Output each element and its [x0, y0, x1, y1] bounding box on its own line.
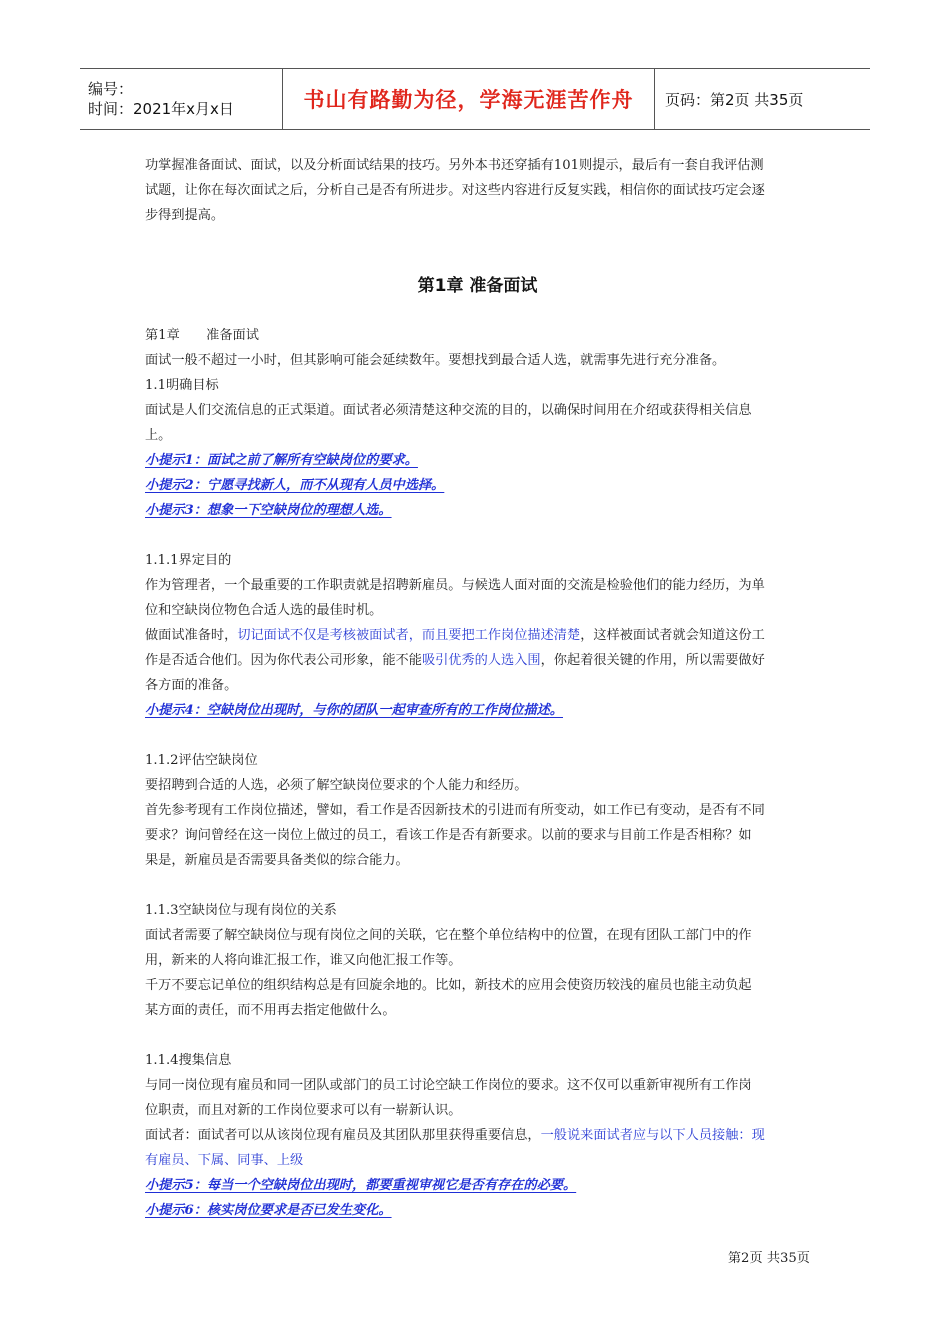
paragraph — [145, 648, 810, 673]
text-run: ，这样被面试者就会知道这份工 — [580, 628, 765, 643]
tip-link[interactable]: 小提示1：面试之前了解所有空缺岗位的要求。 — [145, 453, 418, 468]
paragraph: 面试一般不超过一小时，但其影响可能会延续数年。要想找到最合适人选，就需事先进行充分准备。 — [145, 353, 726, 368]
section-heading: 1.1.2评估空缺岗位 — [145, 753, 258, 768]
paragraph: 面试是人们交流信息的正式渠道。面试者必须清楚这种交流的目的，以确保时间用在介绍或获得相关信息 — [145, 403, 752, 418]
paragraph: 要求？询问曾经在这一岗位上做过的员工，看该工作是否有新要求。以前的要求与目前工作是否相称？如 — [145, 828, 752, 843]
paragraph: 位和空缺岗位物色合适人选的最佳时机。 — [145, 603, 383, 618]
intro-line: 步得到提高。 — [145, 208, 225, 223]
text-run: 作是否适合他们。因为你代表公司形象，能不能 — [145, 653, 422, 668]
chapter-title: 第1章 准备面试 — [417, 276, 538, 296]
section-heading: 1.1.1界定目的 — [145, 553, 232, 568]
intro-line: 试题，让你在每次面试之后，分析自己是否有所进步。对这些内容进行反复实践，相信你的面试技巧定会逐 — [145, 183, 765, 198]
paragraph: 千万不要忘记单位的组织结构总是有回旋余地的。比如，新技术的应用会使资历较浅的雇员也能主动负起 — [145, 978, 752, 993]
section-heading: 1.1.3空缺岗位与现有岗位的关系 — [145, 903, 337, 918]
paragraph: 用，新来的人将向谁汇报工作，谁又向他汇报工作等。 — [145, 953, 462, 968]
paragraph: 上。 — [145, 428, 172, 443]
tip-link[interactable]: 小提示3：想象一下空缺岗位的理想人选。 — [145, 503, 392, 518]
paragraph: 首先参考现有工作岗位描述，譬如，看工作是否因新技术的引进而有所变动，如工作已有变动，是否有不同 — [145, 803, 765, 818]
highlight-link[interactable]: 有雇员、下属、同事、上级 — [145, 1153, 304, 1168]
tip-link[interactable]: 小提示2：宁愿寻找新人，而不从现有人员中选择。 — [145, 478, 445, 493]
paragraph: 位职责，而且对新的工作岗位要求可以有一崭新认识。 — [145, 1103, 462, 1118]
document-body — [145, 153, 810, 1223]
header-number: 编号： — [88, 80, 134, 98]
header-page-number: 页码：第2页 共35页 — [665, 90, 804, 109]
header-meta — [80, 69, 283, 129]
paragraph: 作为管理者，一个最重要的工作职责就是招聘新雇员。与候选人面对面的交流是检验他们的能力经历，为单 — [145, 578, 765, 593]
paragraph: 果是，新雇员是否需要具备类似的综合能力。 — [145, 853, 409, 868]
paragraph: 与同一岗位现有雇员和同一团队或部门的员工讨论空缺工作岗位的要求。这不仅可以重新审视所有工作岗 — [145, 1078, 752, 1093]
section-heading: 1.1.4搜集信息 — [145, 1053, 232, 1068]
text-run: 做面试准备时， — [145, 628, 238, 643]
page-footer: 第2页 共35页 — [727, 1251, 810, 1266]
paragraph — [145, 623, 810, 648]
section-heading: 1.1明确目标 — [145, 378, 219, 393]
highlight-link[interactable]: 切记面试不仅是考核被面试者，而且要把工作岗位描述清楚 — [237, 628, 581, 643]
intro-line: 功掌握准备面试、面试，以及分析面试结果的技巧。另外本书还穿插有101则提示，最后有一套自我评估测 — [145, 158, 764, 173]
tip-link[interactable]: 小提示6：核实岗位要求是否已发生变化。 — [145, 1203, 392, 1218]
paragraph: 面试者需要了解空缺岗位与现有岗位之间的关联，它在整个单位结构中的位置，在现有团队工部门中的作 — [145, 928, 752, 943]
page-header — [80, 68, 870, 130]
paragraph: 要招聘到合适的人选，必须了解空缺岗位要求的个人能力和经历。 — [145, 778, 528, 793]
tip-link[interactable]: 小提示4：空缺岗位出现时，与你的团队一起审查所有的工作岗位描述。 — [145, 703, 563, 718]
paragraph: 某方面的责任，而不用再去指定他做什么。 — [145, 1003, 396, 1018]
highlight-link[interactable]: 一般说来面试者应与以下人员接触：现 — [540, 1128, 765, 1143]
paragraph — [145, 1123, 810, 1148]
paragraph: 各方面的准备。 — [145, 678, 238, 693]
text-run: ，你起着很关键的作用，所以需要做好 — [540, 653, 765, 668]
highlight-link[interactable]: 吸引优秀的人选入围 — [421, 653, 541, 668]
tip-link[interactable]: 小提示5：每当一个空缺岗位出现时，都要重视审视它是否有存在的必要。 — [145, 1178, 577, 1193]
text-run: 面试者：面试者可以从该岗位现有雇员及其团队那里获得重要信息， — [145, 1128, 541, 1143]
chapter-heading: 第1章 准备面试 — [145, 328, 259, 343]
header-motto: 书山有路勤为径，学海无涯苦作舟 — [283, 69, 655, 129]
header-date: 时间：2021年x月x日 — [88, 100, 234, 118]
